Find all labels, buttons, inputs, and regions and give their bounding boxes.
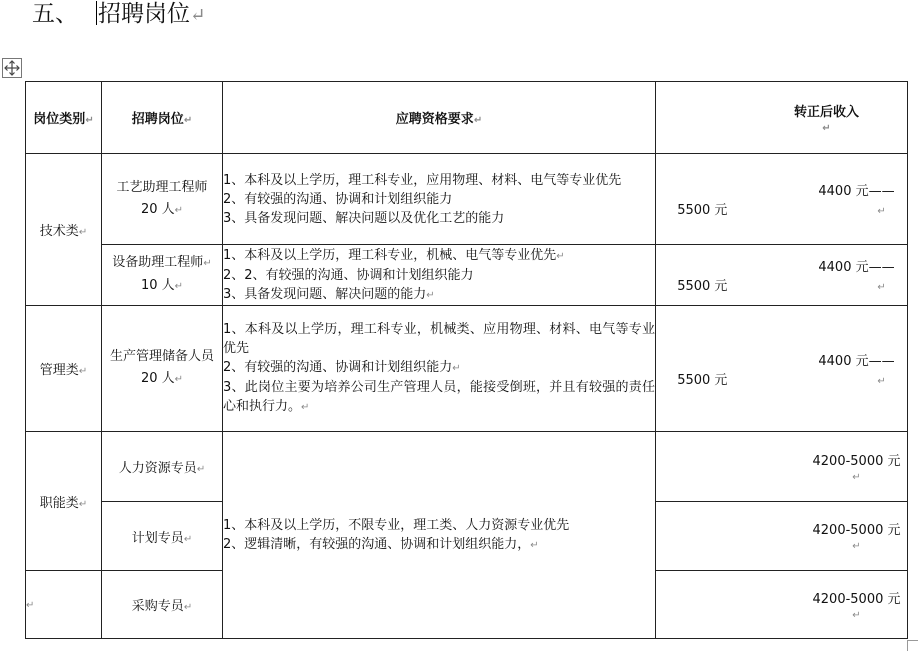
category-cell: 职能类↵ [26, 432, 102, 571]
requirements-cell: 1、本科及以上学历，理工科专业，应用物理、材料、电气等专业优先 2、有较强的沟通、协调和计划组织能力 3、具备发现问题、解决问题以及优化工艺的能力 [223, 154, 656, 245]
move-arrows-icon [4, 60, 20, 76]
shared-requirements-cell: 1、本科及以上学历，不限专业，理工类、人力资源专业优先 2、逻辑清晰，有较强的沟通、协调和计划组织能力，↵ [223, 432, 656, 639]
page-corner-mark [907, 640, 918, 651]
position-cell: 工艺助理工程师 20 人↵ [102, 154, 223, 245]
income-cell: 4200-5000 元↵ [656, 571, 908, 639]
category-cell: 技术类↵ [26, 154, 102, 306]
paragraph-mark: ↵ [190, 5, 206, 26]
income-cell: 4400 元——5500 元 ↵ [656, 306, 908, 432]
table-row [26, 306, 908, 432]
income-cell: 4400 元——5500 元 ↵ [656, 245, 908, 306]
header-income: 转正后收入↵ [656, 82, 908, 154]
header-category: 岗位类别↵ [26, 82, 102, 154]
category-cell: 管理类↵ [26, 306, 102, 432]
header-requirements: 应聘资格要求↵ [223, 82, 656, 154]
requirements-cell: 1、本科及以上学历，理工科专业，机械、电气等专业优先↵ 2、2、有较强的沟通、协调和计划组织能力 3、具备发现问题、解决问题的能力↵ [223, 245, 656, 306]
table-row [26, 432, 908, 502]
position-cell: 计划专员↵ [102, 502, 223, 571]
text-cursor [96, 1, 97, 25]
table-row [26, 154, 908, 245]
section-heading [32, 0, 205, 30]
income-cell: 4200-5000 元↵ [656, 432, 908, 502]
table-row [26, 245, 908, 306]
requirements-cell: 1、本科及以上学历，理工科专业，机械类、应用物理、材料、电气等专业优先 2、有较强的沟通、协调和计划组织能力↵ 3、此岗位主要为培养公司生产管理人员，能接受倒班，并且有较强的责任心和执行力。↵ [223, 306, 656, 432]
position-cell: 人力资源专员↵ [102, 432, 223, 502]
header-position: 招聘岗位↵ [102, 82, 223, 154]
section-number: 五、 [32, 1, 78, 27]
income-cell: 4200-5000 元↵ [656, 502, 908, 571]
income-cell: 4400 元——5500 元 ↵ [656, 154, 908, 245]
recruitment-table [25, 81, 908, 639]
position-cell: 采购专员↵ [102, 571, 223, 639]
table-header-row [26, 82, 908, 154]
category-cell-empty: ↵ [26, 571, 102, 639]
table-move-handle[interactable] [2, 58, 22, 78]
position-cell: 设备助理工程师↵ 10 人↵ [102, 245, 223, 306]
position-cell: 生产管理储备人员 20 人↵ [102, 306, 223, 432]
section-title: 招聘岗位 [98, 1, 190, 27]
